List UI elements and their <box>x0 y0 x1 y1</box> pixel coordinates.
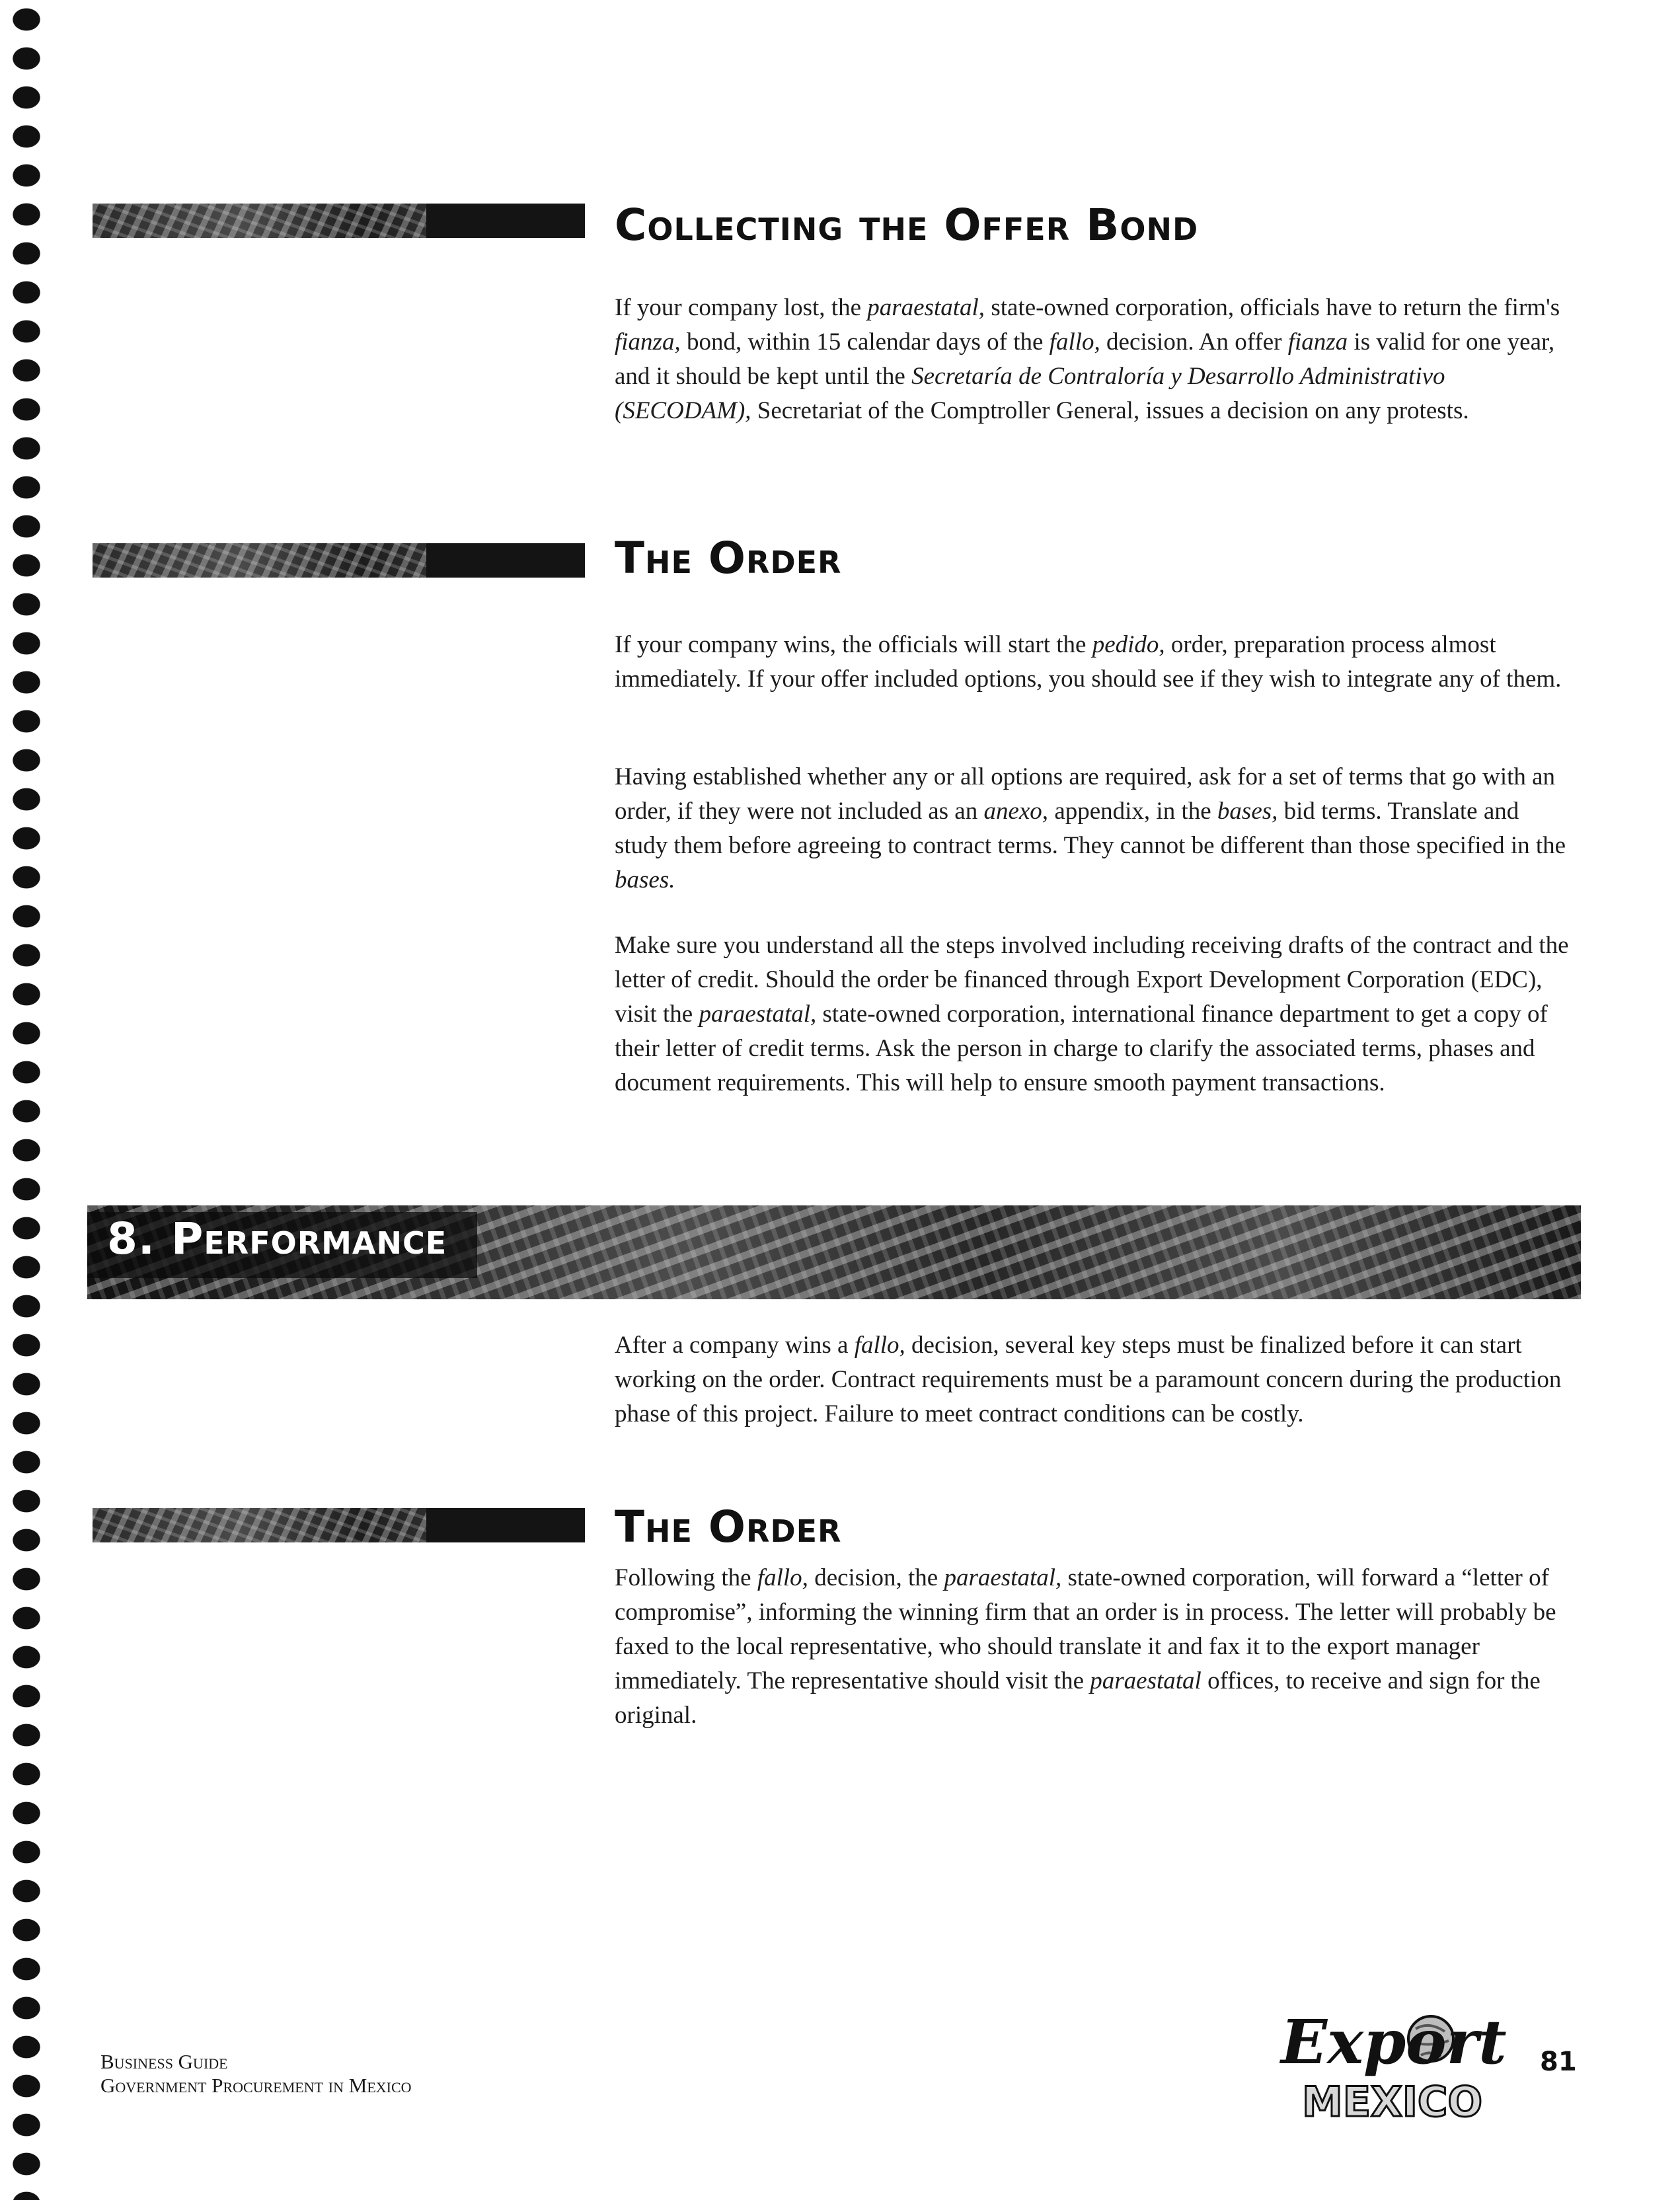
paragraph-order-1a <box>615 628 1573 697</box>
heading-the-order-1: The Order <box>615 533 842 584</box>
italic-term: paraestatal, <box>699 1001 817 1028</box>
paragraph-collecting-offer-bond <box>615 291 1573 428</box>
italic-term: fianza <box>1287 328 1348 356</box>
italic-term: paraestatal, <box>944 1564 1062 1591</box>
italic-term: bases. <box>615 866 675 893</box>
logo-text-export: Export <box>1281 2006 1507 2078</box>
text-run: state-owned corporation, officials have to return the firm's <box>985 294 1560 321</box>
text-run: Secretariat of the Comptroller General, issues a decision on any protests. <box>751 397 1469 424</box>
text-run: state-owned corporation, will forward a “letter of compromise”, informing the winning firm that an order is in process. The letter will probably be faxed to the local representative, who should translate it and fax it to the export manager immediately. The representative should visit the <box>615 1564 1556 1694</box>
italic-term: anexo, <box>983 798 1049 825</box>
text-run: appendix, in the <box>1048 798 1217 825</box>
italic-term: paraestatal <box>1090 1667 1202 1694</box>
section-bar-order-2 <box>93 1508 585 1542</box>
text-run: decision, several key steps must be finalized before it can start working on the order. Contract requirements must be a paramount concern during the production phase of this project. Failure to meet contract conditions can be costly. <box>615 1332 1562 1427</box>
text-run: decision, the <box>808 1564 944 1591</box>
section-bar-order-1 <box>93 543 585 578</box>
text-run: bid terms. Translate and study them before agreeing to contract terms. They cannot be different than those specified in the <box>615 798 1566 859</box>
italic-term: fianza, <box>615 328 681 356</box>
heading-collecting-offer-bond: Collecting the Offer Bond <box>615 200 1199 250</box>
paragraph-order-1b <box>615 760 1573 897</box>
text-run: After a company wins a <box>615 1332 855 1359</box>
text-run: decision. An offer <box>1100 328 1288 356</box>
text-run: bond, within 15 calendar days of the <box>680 328 1050 356</box>
text-run: If your company wins, the officials will start the <box>615 631 1092 658</box>
text-run: offices, to receive and sign for the original. <box>615 1667 1541 1729</box>
export-mexico-logo <box>1276 2002 1507 2135</box>
text-run: order, preparation process almost immediately. If your offer included options, you should see if they wish to integrate any of them. <box>615 631 1562 693</box>
italic-term: fallo, <box>1049 328 1100 356</box>
italic-term: bases, <box>1217 798 1278 825</box>
paragraph-order-2 <box>615 1561 1573 1733</box>
chapter-banner-performance <box>87 1205 1581 1299</box>
spiral-binding <box>0 0 59 2200</box>
text-run: Make sure you understand all the steps involved including receiving drafts of the contract and the letter of credit. Should the order be financed through Export Development Corporation (EDC), visit the <box>615 932 1569 1028</box>
text-run: is valid for one year, and it should be kept until the <box>615 328 1555 390</box>
italic-term: pedido, <box>1092 631 1165 658</box>
footer-line-2: Government Procurement in Mexico <box>100 2074 412 2097</box>
logo-text-mexico: MEXICO <box>1302 2078 1483 2126</box>
page-number: 81 <box>1540 2047 1577 2077</box>
heading-the-order-2: The Order <box>615 1501 842 1552</box>
chapter-title-performance: 8. Performance <box>107 1213 447 1264</box>
text-run: Following the <box>615 1564 757 1591</box>
paragraph-performance <box>615 1328 1573 1431</box>
paragraph-order-1c <box>615 929 1573 1100</box>
section-bar-collecting <box>93 204 585 238</box>
footer-line-1: Business Guide <box>100 2050 228 2073</box>
italic-term: fallo, <box>854 1332 905 1359</box>
italic-term: Secretaría de Contraloría y Desarrollo Administrativo (SECODAM), <box>615 363 1445 424</box>
italic-term: fallo, <box>757 1564 808 1591</box>
text-run: state-owned corporation, international finance department to get a copy of their letter of credit terms. Ask the person in charge to clarify the associated terms, phases and document requirements. This will help to ensure smooth payment transactions. <box>615 1001 1548 1096</box>
text-run: If your company lost, the <box>615 294 868 321</box>
footer-publication-title <box>100 2050 412 2098</box>
text-run: Having established whether any or all options are required, ask for a set of terms that go with an order, if they were not included as an <box>615 763 1556 825</box>
italic-term: paraestatal, <box>867 294 985 321</box>
